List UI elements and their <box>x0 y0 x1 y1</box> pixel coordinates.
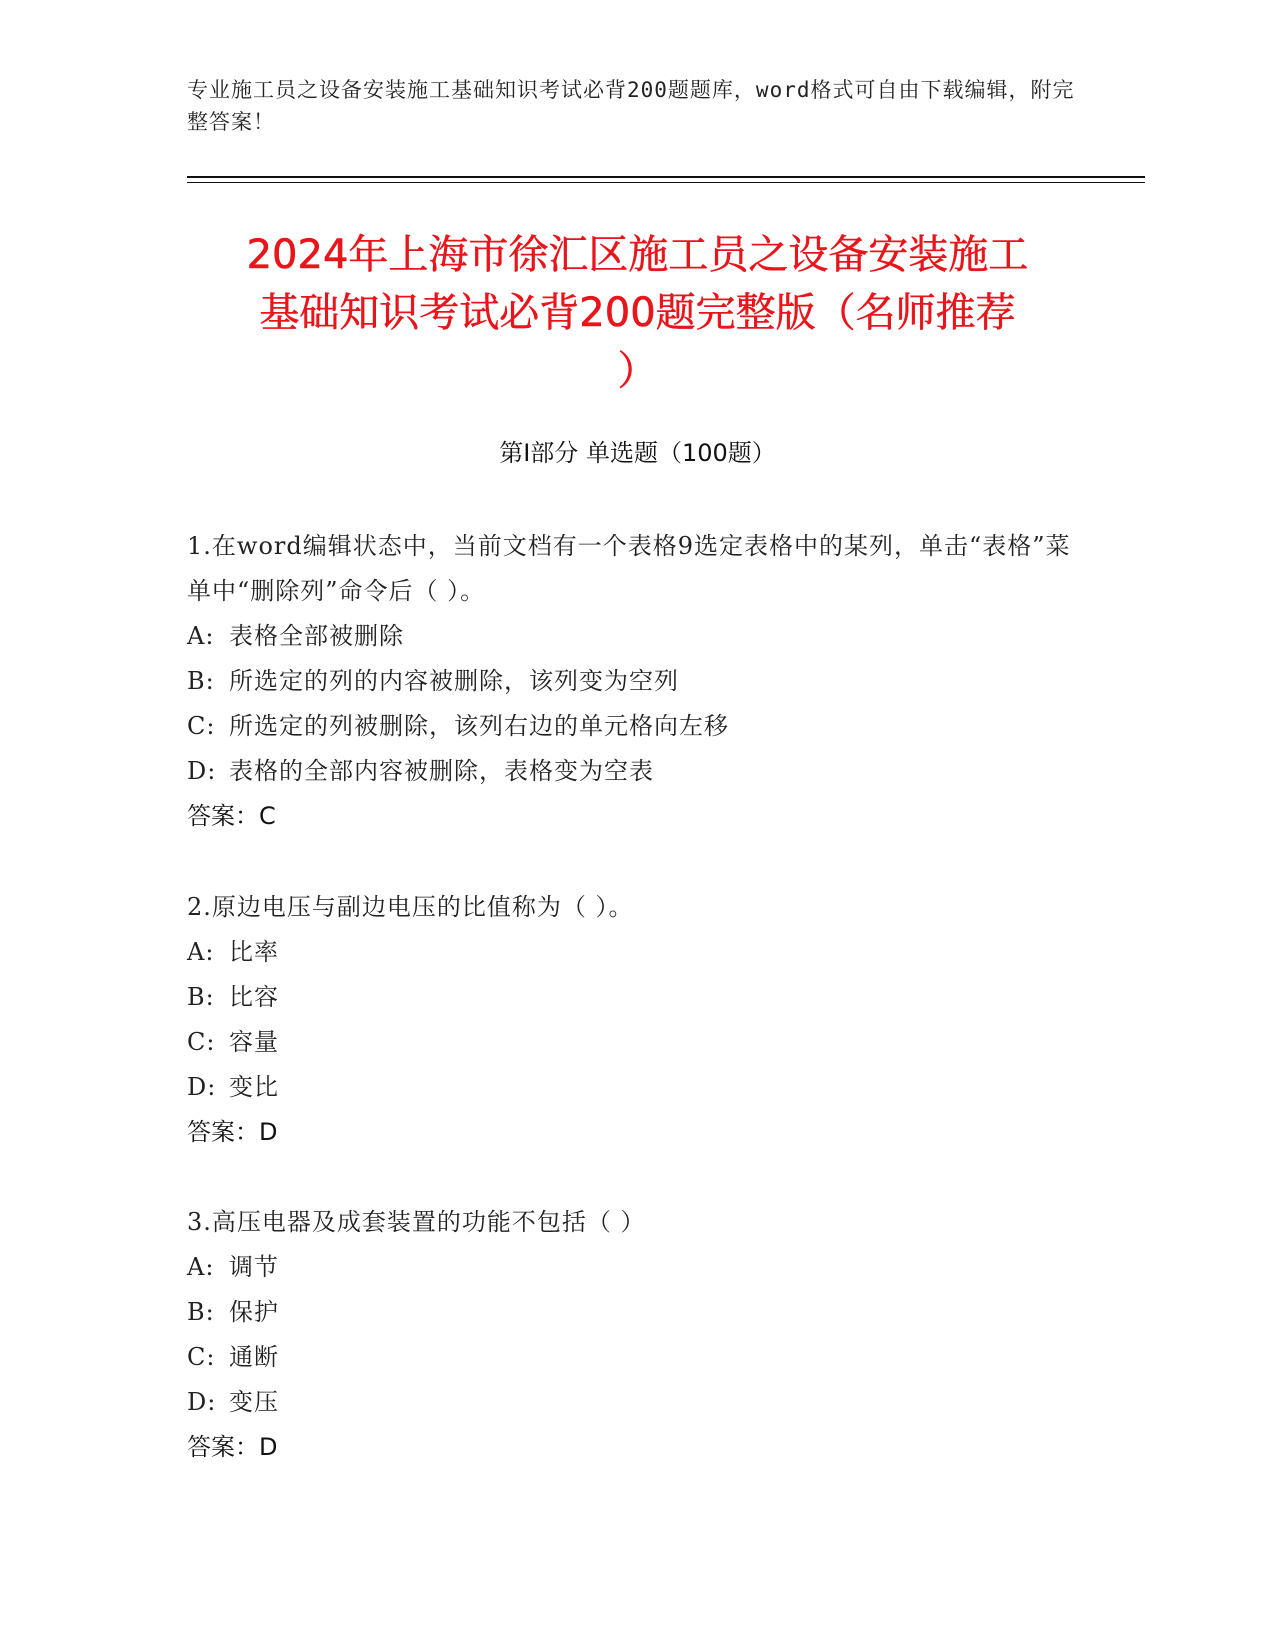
answer-value: D <box>259 1118 278 1146</box>
option-text: 调节 <box>229 1253 279 1281</box>
section-heading: 第Ⅰ部分 单选题（100题） <box>499 439 776 467</box>
option-b <box>187 1290 1087 1335</box>
question-text: 在word编辑状态中，当前文档有一个表格9选定表格中的某列，单击“表格”菜单中“删除列”命令后（ ）。 <box>187 532 1071 605</box>
title-line-2: 基础知识考试必背200题完整版（名师推荐 <box>259 290 1016 336</box>
option-text: 变压 <box>229 1388 279 1416</box>
option-a <box>187 930 1087 975</box>
option-letter: B: <box>187 1298 215 1326</box>
answer-label: 答案： <box>187 802 259 830</box>
answer-value: C <box>259 802 276 830</box>
question-stem <box>187 885 1087 930</box>
option-letter: C: <box>187 1343 216 1371</box>
option-a <box>187 614 1087 659</box>
option-letter: C: <box>187 1028 216 1056</box>
option-d <box>187 749 1087 794</box>
option-c <box>187 1020 1087 1065</box>
answer-value: D <box>259 1433 278 1461</box>
question-number: 2. <box>187 893 212 921</box>
option-letter: C: <box>187 712 216 740</box>
question-text: 原边电压与副边电压的比值称为（ ）。 <box>211 893 634 921</box>
option-b <box>187 975 1087 1020</box>
option-d <box>187 1380 1087 1425</box>
title-line-1: 2024年上海市徐汇区施工员之设备安装施工 <box>246 232 1029 278</box>
answer-label: 答案： <box>187 1433 259 1461</box>
option-text: 变比 <box>229 1073 279 1101</box>
option-text: 保护 <box>229 1298 279 1326</box>
question-2 <box>187 885 1087 1155</box>
option-c <box>187 704 1087 749</box>
option-letter: A: <box>187 938 215 966</box>
answer-line <box>187 1110 1087 1155</box>
header-divider-thin <box>187 182 1145 183</box>
title-line-3: ） <box>617 348 658 394</box>
option-text: 容量 <box>229 1028 279 1056</box>
option-letter: D: <box>187 757 217 785</box>
question-text: 高压电器及成套装置的功能不包括（ ） <box>211 1208 646 1236</box>
option-text: 所选定的列的内容被删除，该列变为空列 <box>229 667 679 695</box>
option-letter: B: <box>187 667 215 695</box>
option-text: 比容 <box>229 983 279 1011</box>
option-text: 表格的全部内容被删除，表格变为空表 <box>229 757 654 785</box>
option-text: 表格全部被删除 <box>229 622 404 650</box>
answer-line <box>187 1425 1087 1470</box>
question-number: 1. <box>187 532 212 560</box>
option-letter: D: <box>187 1073 217 1101</box>
option-letter: A: <box>187 622 215 650</box>
option-letter: A: <box>187 1253 215 1281</box>
question-number: 3. <box>187 1208 212 1236</box>
option-d <box>187 1065 1087 1110</box>
option-c <box>187 1335 1087 1380</box>
answer-line <box>187 794 1087 839</box>
option-b <box>187 659 1087 704</box>
option-text: 比率 <box>229 938 279 966</box>
question-stem <box>187 1200 1087 1245</box>
document-title <box>150 226 1125 400</box>
header-divider-thick <box>187 176 1145 178</box>
header-note: 专业施工员之设备安装施工基础知识考试必背200题题库，word格式可自由下载编辑，附完整答案！ <box>187 78 1075 134</box>
question-stem <box>187 524 1087 614</box>
question-3 <box>187 1200 1087 1470</box>
option-letter: D: <box>187 1388 217 1416</box>
option-letter: B: <box>187 983 215 1011</box>
option-text: 通断 <box>229 1343 279 1371</box>
question-1 <box>187 524 1087 839</box>
answer-label: 答案： <box>187 1118 259 1146</box>
option-a <box>187 1245 1087 1290</box>
option-text: 所选定的列被删除，该列右边的单元格向左移 <box>229 712 729 740</box>
